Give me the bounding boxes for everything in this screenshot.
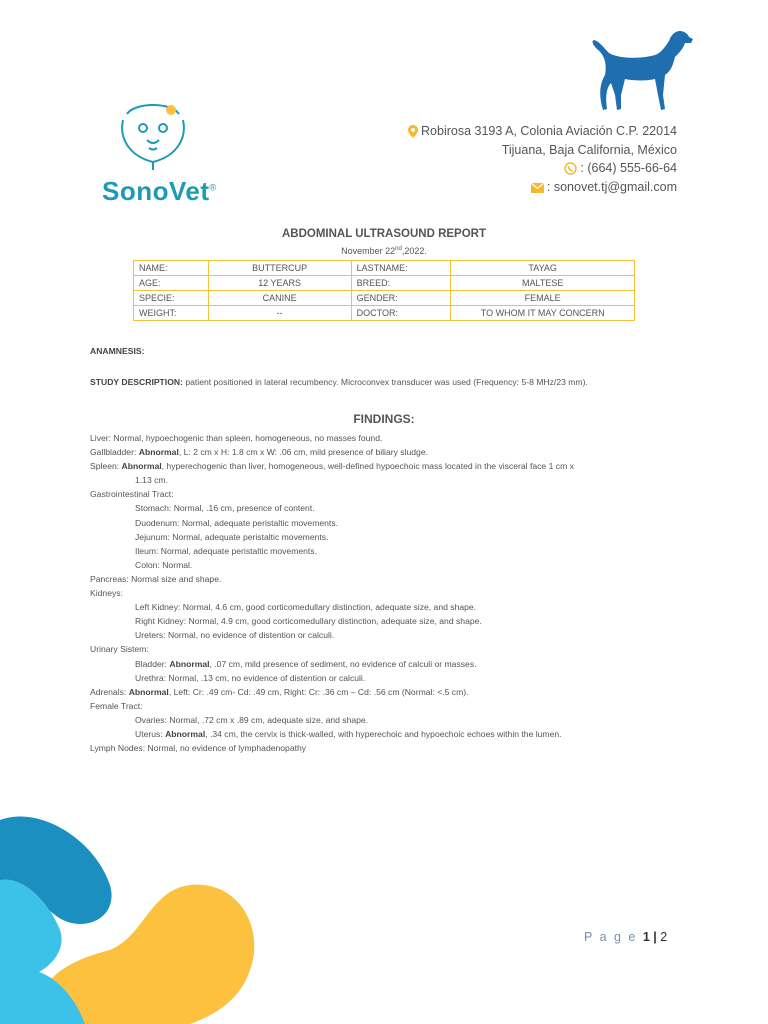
finding-text: Uterus: (135, 728, 166, 739)
finding-text: Duodenum: Normal, adequate peristaltic movements. (135, 517, 339, 528)
report-title: ABDOMINAL ULTRASOUND REPORT (281, 228, 486, 240)
finding-text: Kidneys: (90, 588, 123, 599)
finding-text: , L: 2 cm x H: 1.8 cm x W: .06 cm, mild presence of biliary sludge. (178, 447, 428, 458)
finding-status: Abnormal (128, 686, 169, 697)
finding-line (90, 727, 690, 741)
finding-line (90, 713, 690, 727)
finding-line (90, 516, 690, 530)
findings-list (90, 431, 690, 755)
patient-field-label: NAME: (134, 261, 209, 276)
finding-text: Adrenals: (90, 686, 129, 697)
finding-text: Ureters: Normal, no evidence of distention or calculi. (135, 630, 335, 641)
patient-field-label: BREED: (351, 276, 451, 291)
whatsapp-icon (564, 162, 577, 175)
page-number: P a g e 1 | 2 (584, 930, 668, 944)
finding-text: Female Tract: (90, 700, 143, 711)
finding-text: Urethra: Normal, .13 cm, no evidence of distention or calculi. (135, 672, 366, 683)
finding-line (90, 544, 690, 558)
finding-line (90, 685, 690, 699)
patient-field-value: CANINE (208, 291, 351, 306)
contact-email: : sonovet.tj@gmail.com (531, 180, 677, 194)
report-date: November 22nd,2022. (341, 246, 427, 256)
finding-text: Stomach: Normal, .16 cm, presence of content. (135, 503, 315, 514)
finding-status: Abnormal (138, 447, 179, 458)
finding-text: Colon: Normal. (135, 559, 193, 570)
finding-line (90, 501, 690, 515)
map-pin-icon (408, 125, 418, 138)
patient-field-value: -- (208, 306, 351, 321)
finding-text: Jejunum: Normal, adequate peristaltic movements. (135, 531, 329, 542)
finding-text: Spleen: (90, 461, 122, 472)
patient-table-row (134, 291, 635, 306)
patient-field-value: TO WHOM IT MAY CONCERN (451, 306, 635, 321)
finding-status: Abnormal (121, 461, 162, 472)
finding-line (90, 671, 690, 685)
patient-field-label: SPECIE: (134, 291, 209, 306)
finding-line (90, 600, 690, 614)
finding-text: 1.13 cm. (135, 475, 168, 486)
patient-field-value: BUTTERCUP (208, 261, 351, 276)
study-description: STUDY DESCRIPTION: patient positioned in lateral recumbency. Microconvex transducer was used (Frequency: 5-8 MHz/23 mm). (90, 377, 588, 387)
finding-text: , hyperechogenic than liver, homogeneous, well-defined hypoechoic mass located in the visceral face 1 cm x (161, 461, 574, 472)
finding-text: , .34 cm, the cervix is thick-walled, with hyperechoic and hypoechoic echoes within the lumen. (205, 728, 562, 739)
finding-text: , .07 cm, mild presence of sediment, no evidence of calculi or masses. (209, 658, 477, 669)
anamnesis-section: ANAMNESIS: (90, 346, 145, 356)
patient-table-row (134, 306, 635, 321)
finding-text: Pancreas: Normal size and shape. (90, 573, 222, 584)
finding-line (90, 741, 690, 755)
finding-text: Urinary Sistem: (90, 644, 149, 655)
patient-field-label: AGE: (134, 276, 209, 291)
finding-line (90, 530, 690, 544)
finding-text: Gallbladder: (90, 447, 139, 458)
finding-text: Liver: Normal, hypoechogenic than spleen, homogeneous, no masses found. (90, 433, 383, 443)
patient-field-value: FEMALE (451, 291, 635, 306)
findings-title: FINDINGS: (353, 412, 415, 426)
finding-line (90, 445, 690, 459)
patient-field-value: TAYAG (451, 261, 635, 276)
finding-status: Abnormal (169, 658, 210, 669)
patient-field-value: 12 YEARS (208, 276, 351, 291)
finding-text: Left Kidney: Normal, 4.6 cm, good corticomedullary distinction, adequate size, and shape. (135, 602, 477, 613)
dog-silhouette-icon (585, 25, 695, 115)
patient-table-row (134, 276, 635, 291)
finding-line (90, 487, 690, 501)
patient-field-label: DOCTOR: (351, 306, 451, 321)
patient-field-label: GENDER: (351, 291, 451, 306)
decorative-blobs (0, 810, 260, 1024)
finding-line (90, 628, 690, 642)
contact-address-line2: Tijuana, Baja California, México (501, 143, 677, 157)
contact-address-line1: Robirosa 3193 A, Colonia Aviación C.P. 22014 (408, 124, 677, 138)
finding-text: Gastrointestinal Tract: (90, 489, 174, 500)
envelope-icon (531, 183, 544, 193)
patient-field-label: WEIGHT: (134, 306, 209, 321)
patient-field-value: MALTESE (451, 276, 635, 291)
finding-text: Lymph Nodes: Normal, no evidence of lymphadenopathy (90, 743, 307, 754)
brand-name: SonoVet® (102, 176, 217, 206)
finding-line (90, 459, 690, 473)
patient-table-row (134, 261, 635, 276)
finding-text: Ileum: Normal, adequate peristaltic movements. (135, 545, 317, 556)
finding-line (90, 657, 690, 671)
finding-line (90, 586, 690, 600)
finding-text: Bladder: (135, 658, 170, 669)
patient-info-table (133, 260, 635, 321)
finding-line (90, 431, 690, 445)
finding-line (90, 614, 690, 628)
finding-line (90, 473, 690, 487)
finding-line (90, 699, 690, 713)
finding-status: Abnormal (165, 728, 206, 739)
patient-field-label: LASTNAME: (351, 261, 451, 276)
contact-phone: : (664) 555-66-64 (564, 161, 677, 175)
finding-text: Ovaries: Normal, .72 cm x .89 cm, adequate size, and shape. (135, 714, 369, 725)
finding-line (90, 642, 690, 656)
finding-line (90, 558, 690, 572)
sonovet-logo-icon (113, 92, 193, 172)
finding-text: Right Kidney: Normal, 4.9 cm, good corticomedullary distinction, adequate size, and shape. (135, 616, 482, 627)
finding-text: , Left: Cr: .49 cm- Cd: .49 cm, Right: Cr: .36 cm – Cd: .56 cm (Normal: <.5 cm). (168, 686, 469, 697)
finding-line (90, 572, 690, 586)
